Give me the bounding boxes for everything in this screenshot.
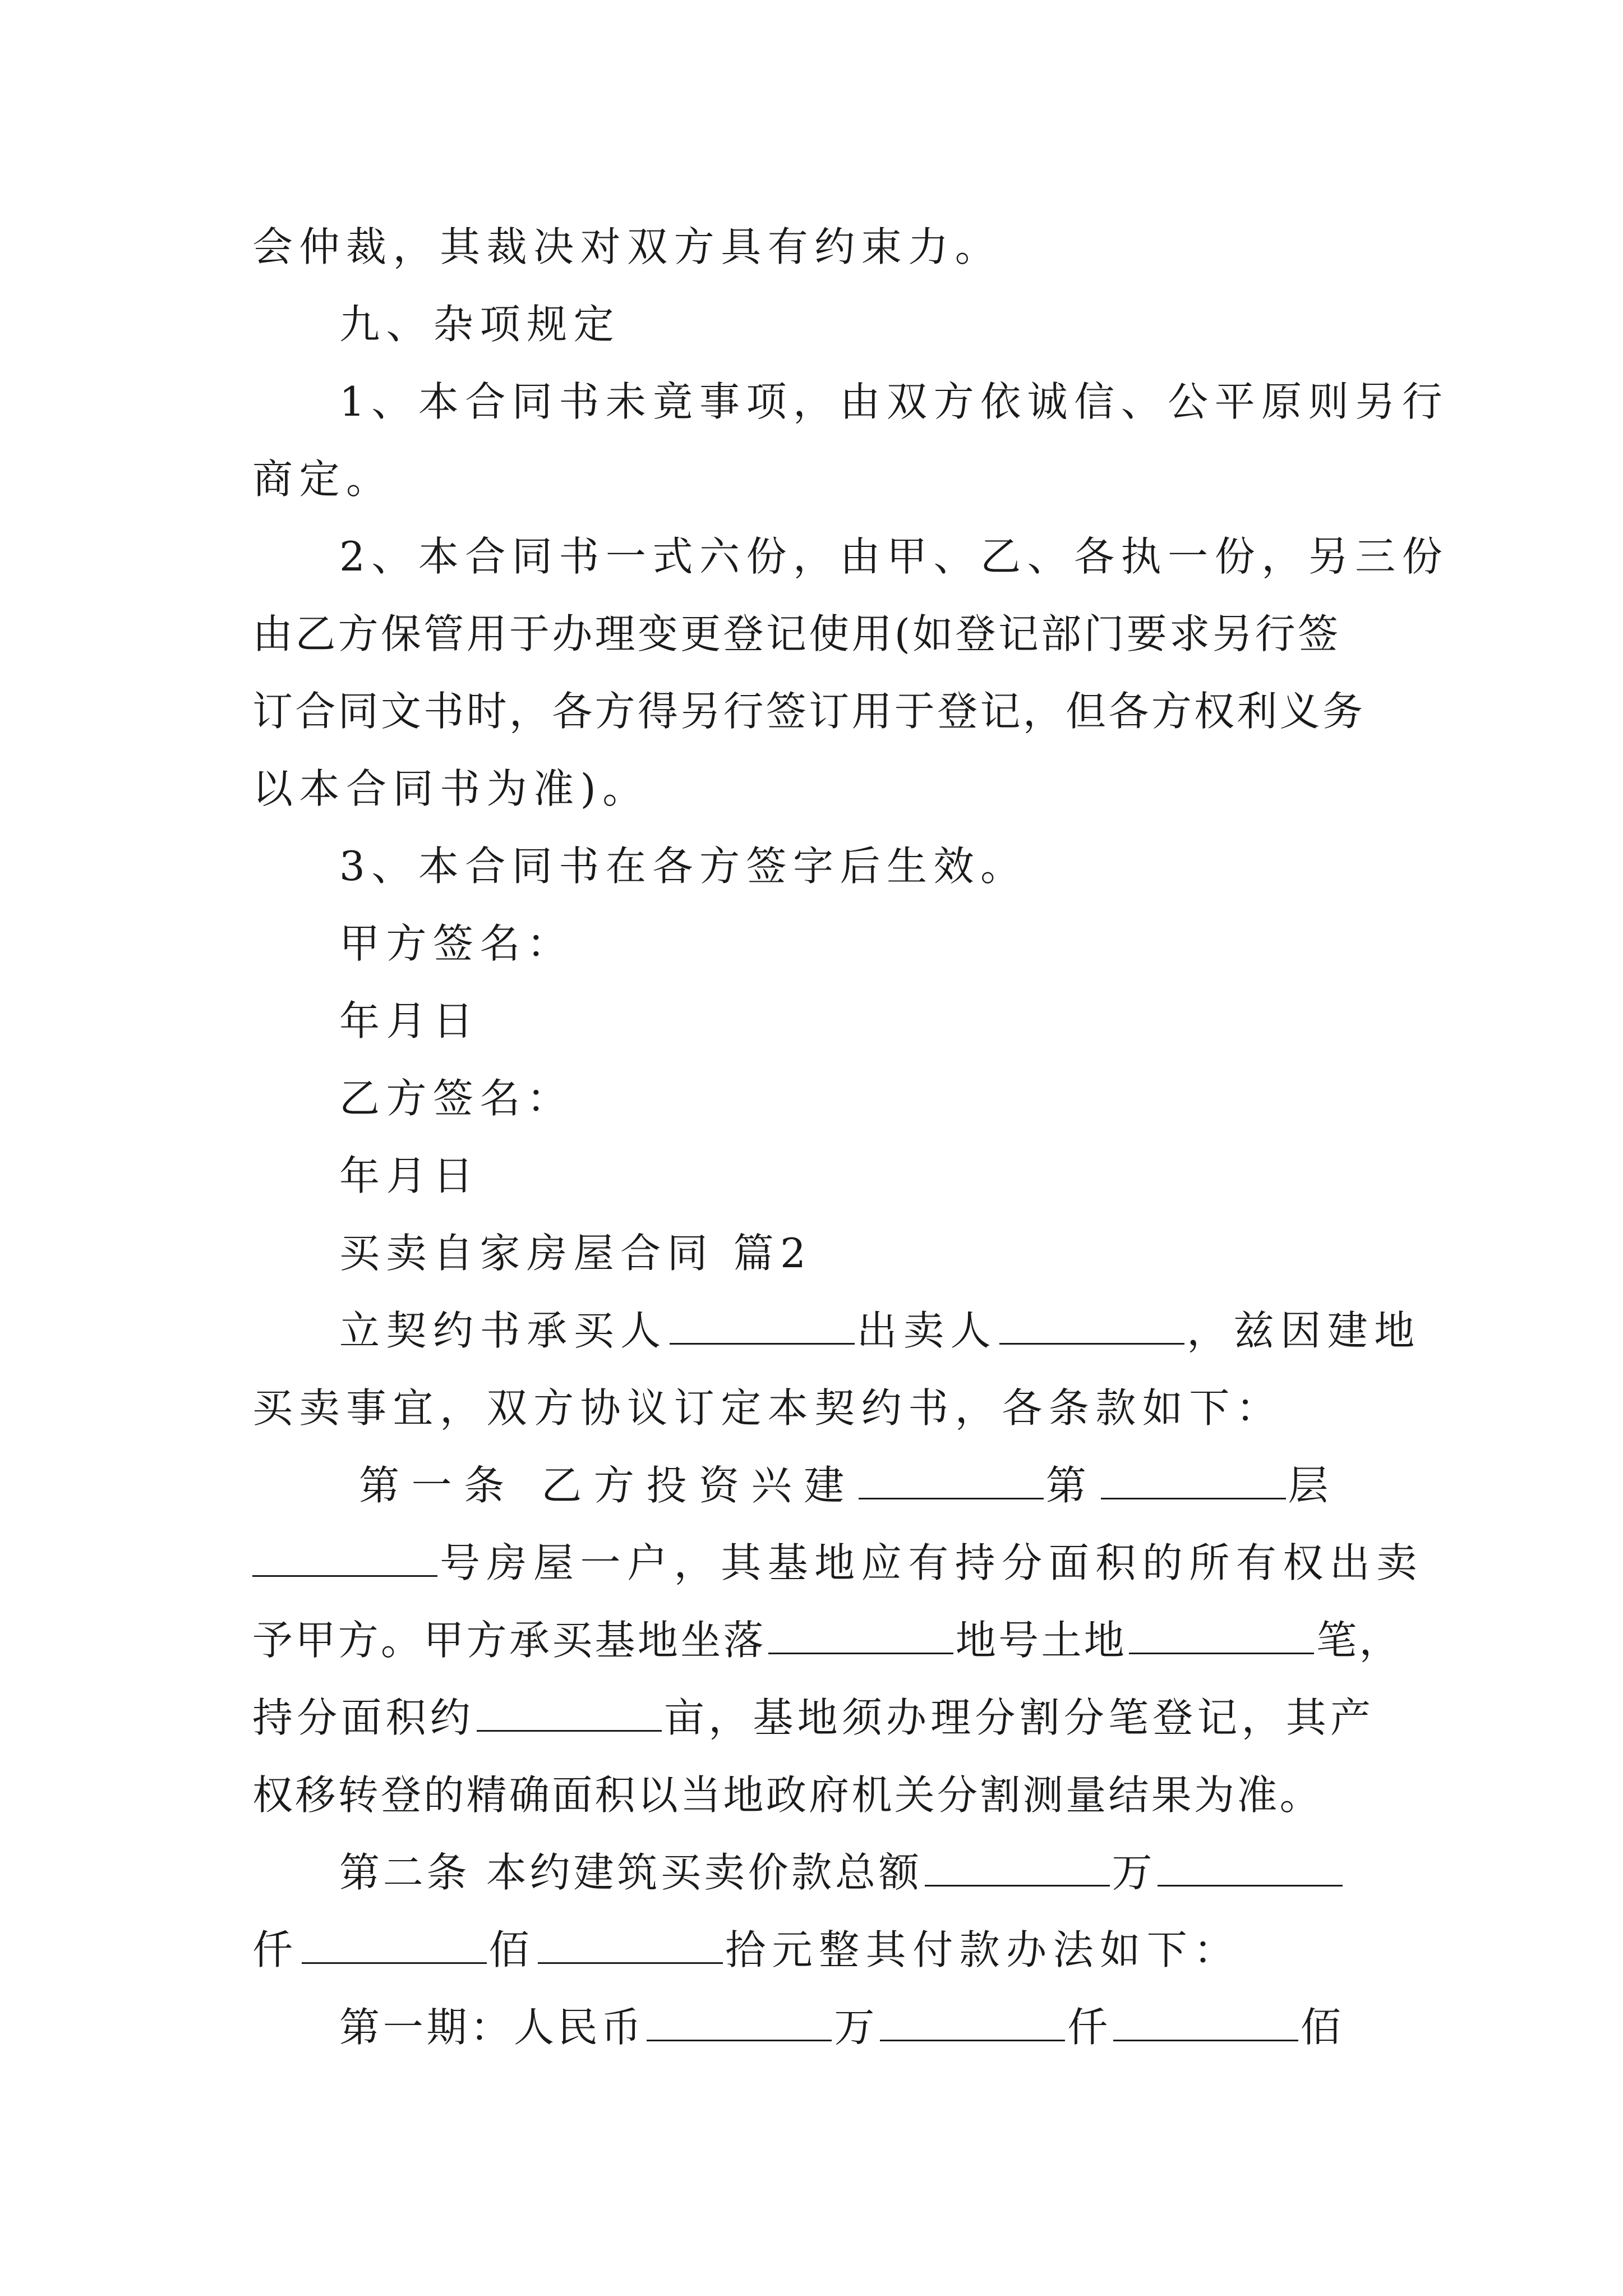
fill-blank [647,2000,832,2041]
fill-blank [768,1613,953,1654]
text-line: 权移转登的精确面积以当地政府机关分割测量结果为准。 [252,1772,1323,1819]
text-span: 号房屋一户，其基地应有持分面积的所有权出卖 [440,1539,1423,1586]
fill-blank [1113,2000,1298,2041]
text-line: 由乙方保管用于办理变更登记使用(如登记部门要求另行签 [252,610,1341,657]
text-line: 买卖事宜，双方协议订定本契约书，各条款如下： [252,1384,1283,1432]
text-span: 1、本合同书未竟事项，由双方依诚信、公平原则另行 [339,378,1449,425]
text-span: 第二条 本约建筑买卖价款总额 [339,1849,923,1896]
text-span: 仟 [1067,2004,1111,2051]
text-line: 会仲裁，其裁决对双方具有约束力。 [252,223,1002,270]
text-line: 商定。 [252,455,393,503]
text-span: ，兹因建地 [1187,1307,1421,1354]
text-line [359,1457,1380,1513]
text-span: 拾元整其付款办法如下： [725,1926,1241,1973]
text-span: 笔， [1316,1617,1402,1664]
text-span: 亩，基地须办理分割分笔登记，其产 [664,1694,1375,1741]
text-span: 佰 [488,1926,536,1973]
text-line: 2、本合同书一式六份，由甲、乙、各执一份，另三份 [339,533,1449,580]
text-span: 出卖人 [856,1307,998,1354]
text-line [252,1612,1402,1668]
text-line [339,374,1449,430]
text-line: 以本合同书为准)。 [252,765,649,812]
text-line [252,1690,1380,1746]
text-span: 持分面积约 [252,1694,475,1741]
text-span: 佰 [1300,2004,1344,2051]
text-span: 万 [834,2004,878,2051]
fill-blank [1129,1613,1314,1654]
date-label: 年月日 [339,1152,480,1199]
fill-blank [880,2000,1065,2041]
fill-blank [670,1304,855,1345]
text-line [252,1535,1423,1591]
text-line: 订合同文书时，各方得另行签订用于登记，但各方权利义务 [252,688,1366,735]
fill-blank [1158,1846,1343,1887]
text-span: 地号土地 [955,1617,1127,1664]
text-line [339,1999,1380,2055]
signature-label-party-a: 甲方签名： [339,920,574,967]
fill-blank [477,1691,662,1732]
fill-blank [302,1923,487,1964]
fill-blank [1101,1458,1286,1499]
text-line [252,1922,1380,1978]
date-label: 年月日 [339,997,480,1045]
section-title: 买卖自家房屋合同 篇2 [339,1230,813,1277]
text-span: 万 [1112,1849,1156,1896]
text-span: 第一条 乙方投资兴建 [359,1462,856,1509]
text-line [339,1844,1380,1901]
fill-blank [999,1304,1184,1345]
text-span: 层 [1288,1462,1341,1509]
text-line [339,1303,1421,1359]
text-span: 第 [1045,1462,1099,1509]
text-span: 仟 [252,1926,299,1973]
text-line: 3、本合同书在各方签字后生效。 [339,843,1027,890]
fill-blank [538,1923,723,1964]
signature-label-party-b: 乙方签名： [339,1075,574,1122]
fill-blank [252,1536,437,1577]
text-span: 第一期：人民币 [339,2004,645,2051]
text-span: 立契约书承买人 [339,1307,667,1354]
section-heading: 九、杂项规定 [339,301,621,348]
text-span: 予甲方。甲方承买基地坐落 [252,1617,766,1664]
fill-blank [859,1458,1044,1499]
fill-blank [925,1846,1110,1887]
